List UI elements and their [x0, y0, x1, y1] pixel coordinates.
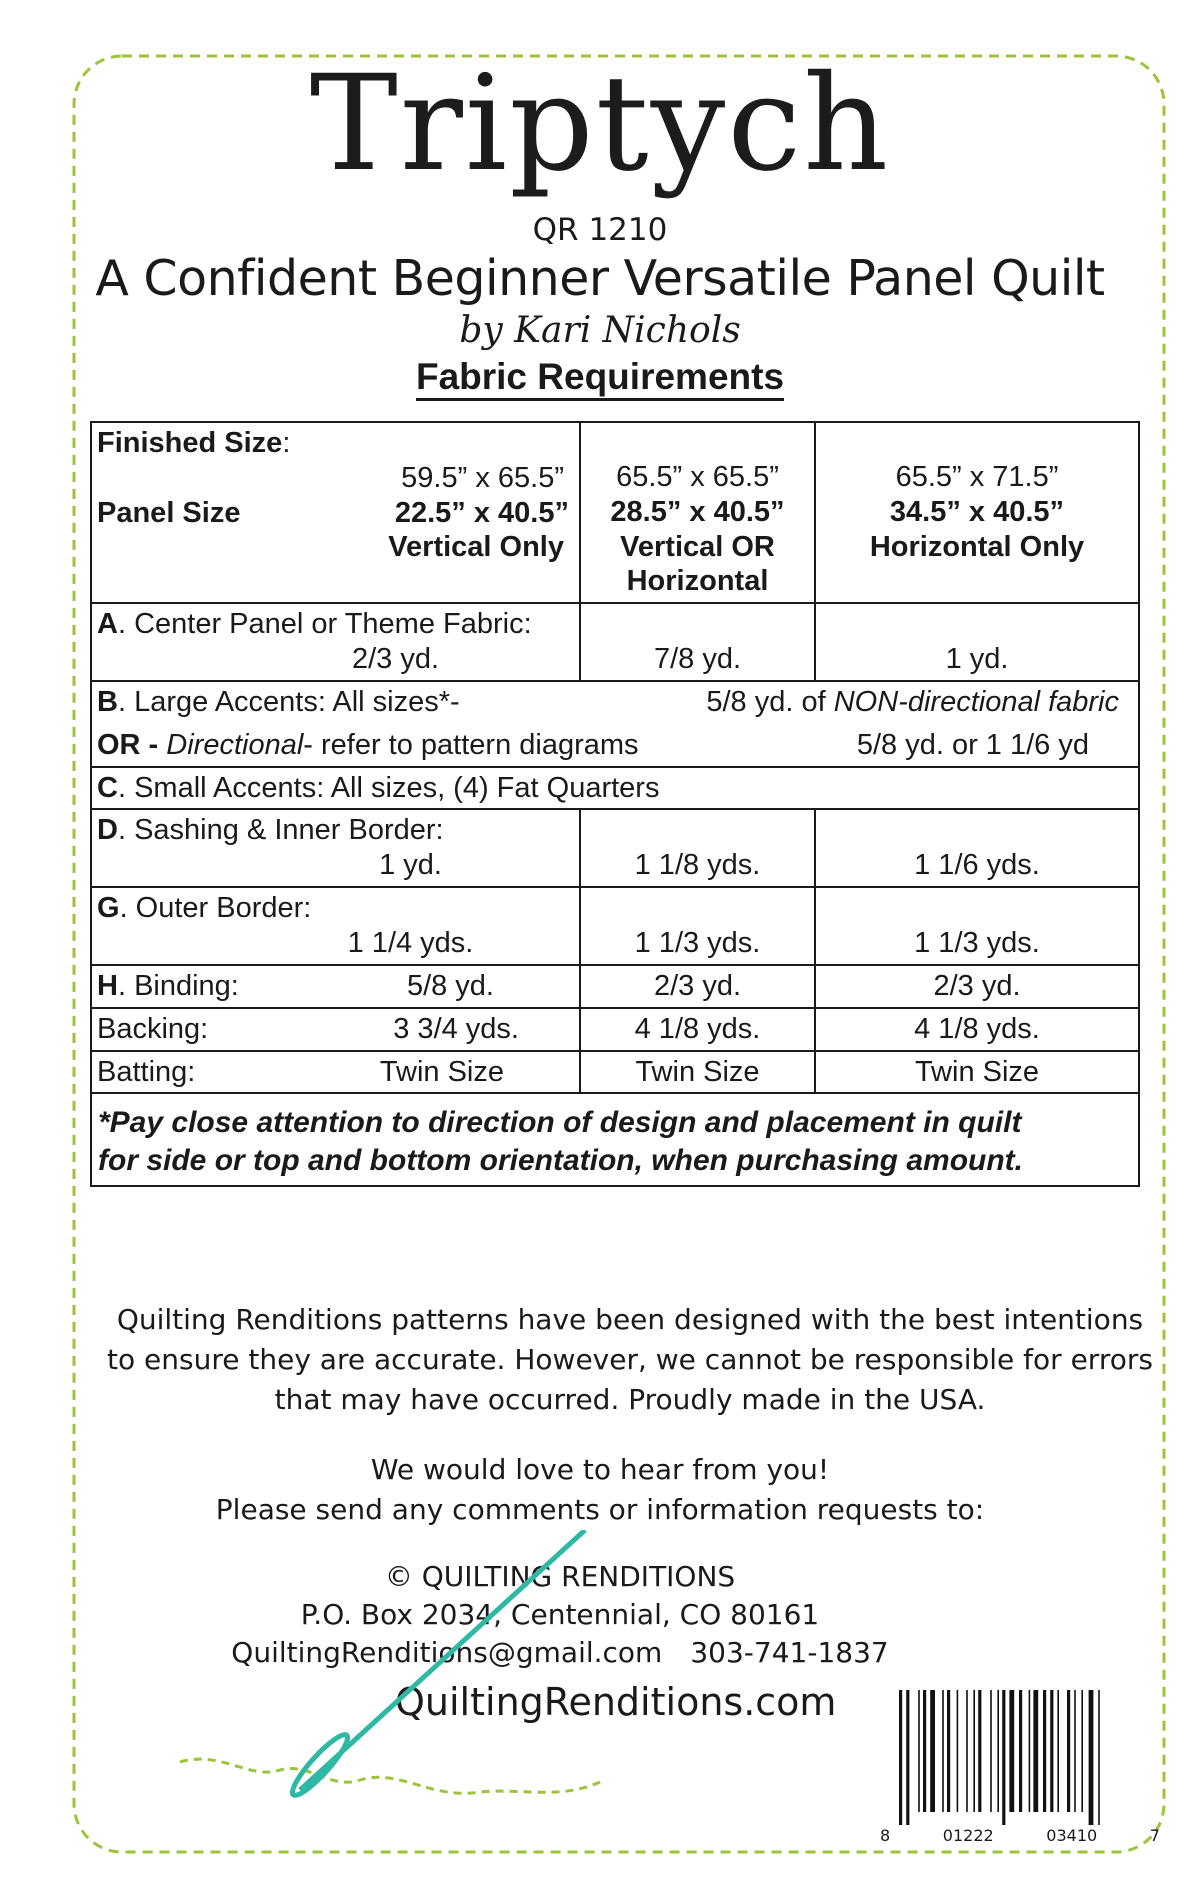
barcode-bar	[1002, 1690, 1005, 1825]
purchase-note: *Pay close attention to direction of design and placement in quilt for side or top and bottom orientation, when purchasing amount.	[91, 1093, 1139, 1186]
website-link[interactable]: QuiltingRenditions.com	[395, 1680, 837, 1724]
panel-size-2: 28.5” x 40.5”	[610, 495, 785, 528]
barcode-bar	[947, 1690, 950, 1812]
row-b-value: 5/8 yd. of NON-directional fabric	[706, 685, 1119, 718]
barcode-bar	[1067, 1690, 1070, 1812]
fabric-requirements-heading: Fabric Requirements	[0, 356, 1200, 398]
table-row	[91, 681, 1139, 767]
row-c-cell: C. Small Accents: All sizes, (4) Fat Quarters	[91, 767, 1139, 810]
finished-size-2: 65.5” x 65.5”	[616, 461, 779, 493]
barcode-bar	[1081, 1690, 1083, 1812]
disclaimer: Quilting Renditions patterns have been designed with the best intentions to ensure they are accurate. However, we cannot be responsible for errors that may have occurred. Proudly made in the USA.	[107, 1303, 1153, 1416]
barcode-bar	[1043, 1690, 1046, 1812]
row-b-directional-value: 5/8 yd. or 1 1/6 yd	[856, 728, 1089, 761]
backing-value-1: 3 3/4 yds.	[393, 1012, 519, 1045]
table-row	[91, 1051, 1139, 1094]
barcode-bar	[1074, 1690, 1076, 1812]
row-h-value-1: 5/8 yd.	[406, 969, 494, 1002]
row-a-label-cell: A. Center Panel or Theme Fabric: 2/3 yd.	[91, 603, 580, 681]
row-g-label: . Outer Border:	[119, 892, 312, 925]
row-a-label: . Center Panel or Theme Fabric:	[117, 608, 532, 641]
size-column-2	[580, 422, 815, 603]
finished-size-1: 59.5” x 65.5”	[401, 461, 564, 494]
finished-size-label: Finished Size	[97, 427, 283, 459]
barcode-digits: 8 01222 03410 7	[880, 1826, 1160, 1845]
contact-intro: We would love to hear from you! Please send any comments or information requests to:	[215, 1453, 985, 1526]
pattern-code: QR 1210	[532, 212, 668, 248]
orientation-2: Vertical OR Horizontal	[620, 530, 775, 598]
barcode-bar	[899, 1690, 902, 1825]
barcode-bar	[1009, 1690, 1014, 1812]
table-row	[91, 422, 1139, 603]
row-h-label: . Binding:	[117, 969, 239, 1002]
row-b-cell: B. Large Accents: All sizes*- 5/8 yd. of NON-directional fabric OR - Directional- refer to pattern diagrams 5/8 yd. or 1 1/6 yd	[91, 681, 1139, 767]
barcode-bar	[1057, 1690, 1059, 1812]
barcode-bar	[1089, 1690, 1094, 1825]
batting-value-2: Twin Size	[580, 1051, 815, 1094]
row-d-value-3: 1 1/6 yds.	[914, 849, 1040, 882]
fabric-requirements-table	[90, 421, 1140, 1187]
backing-label: Backing:	[97, 1012, 209, 1045]
row-a-value-1: 2/3 yd.	[351, 642, 440, 675]
barcode-bar	[997, 1690, 999, 1812]
table-row	[91, 809, 1139, 887]
finished-size-cell: Finished Size: 59.5” x 65.5” Panel Size 22.5” x 40.5” Vertical Only	[91, 422, 580, 603]
row-a-value-2: 7/8 yd.	[653, 643, 742, 676]
row-g-value-3: 1 1/3 yds.	[914, 927, 1040, 960]
batting-value-1: Twin Size	[379, 1055, 504, 1088]
row-g-value-1: 1 1/4 yds.	[347, 926, 474, 959]
barcode-bar	[1033, 1690, 1038, 1812]
barcode-bar	[978, 1690, 981, 1812]
barcode-bar	[918, 1690, 920, 1812]
pattern-subtitle: A Confident Beginner Versatile Panel Quilt	[95, 250, 1105, 307]
barcode-bar	[957, 1690, 959, 1812]
panel-size-label: Panel Size	[97, 496, 241, 529]
row-c-label: . Small Accents: All sizes, (4) Fat Quarters	[117, 771, 660, 804]
company-contact	[60, 1558, 1060, 1672]
backing-value-3: 4 1/8 yds.	[815, 1008, 1139, 1051]
pattern-title: Triptych	[309, 47, 891, 201]
batting-label: Batting:	[97, 1055, 196, 1088]
row-h-value-2: 2/3 yd.	[580, 965, 815, 1008]
barcode-bar	[1029, 1690, 1031, 1812]
row-d-label-cell: D. Sashing & Inner Border: 1 yd.	[91, 809, 580, 887]
table-row	[91, 603, 1139, 681]
table-row	[91, 1008, 1139, 1051]
barcode-bar	[966, 1690, 968, 1812]
orientation-3: Horizontal Only	[869, 530, 1085, 563]
barcode-bar	[1050, 1690, 1053, 1812]
company-address: P.O. Box 2034, Centennial, CO 80161	[300, 1598, 820, 1631]
barcode-bar	[942, 1690, 944, 1812]
table-row	[91, 1093, 1139, 1186]
row-h-value-3: 2/3 yd.	[815, 965, 1139, 1008]
phone-number: 303-741-1837	[690, 1636, 889, 1669]
batting-value-3: Twin Size	[815, 1051, 1139, 1094]
size-column-3	[815, 422, 1139, 603]
panel-size-1: 22.5” x 40.5”	[394, 496, 569, 529]
table-row	[91, 767, 1139, 810]
barcode-bar	[1098, 1690, 1100, 1825]
barcode-bar	[973, 1690, 975, 1812]
panel-size-3: 34.5” x 40.5”	[889, 495, 1065, 528]
row-g-value-2: 1 1/3 yds.	[634, 927, 761, 960]
row-b-label: . Large Accents: All sizes*-	[117, 685, 460, 718]
orientation-1: Vertical Only	[388, 531, 564, 564]
barcode-bar	[990, 1690, 992, 1812]
backing-value-2: 4 1/8 yds.	[580, 1008, 815, 1051]
barcode	[895, 1690, 1150, 1825]
finished-size-3: 65.5” x 71.5”	[895, 461, 1059, 493]
table-row	[91, 887, 1139, 965]
row-g-label-cell: G. Outer Border: 1 1/4 yds.	[91, 887, 580, 965]
company-name: © QUILTING RENDITIONS	[384, 1560, 736, 1593]
row-d-value-2: 1 1/8 yds.	[634, 849, 761, 882]
barcode-bar	[930, 1690, 935, 1812]
row-d-label: . Sashing & Inner Border:	[117, 814, 444, 847]
row-a-value-3: 1 yd.	[945, 643, 1009, 676]
barcode-bar	[1019, 1690, 1022, 1812]
barcode-bar	[923, 1690, 926, 1812]
author-byline: by Kari Nichols	[459, 310, 741, 351]
table-row: H. Binding: 5/8 yd. 2/3 yd. 2/3 yd.	[91, 965, 1139, 1008]
row-d-value-1: 1 yd.	[379, 849, 442, 882]
email-link[interactable]: QuiltingRenditions@gmail.com	[231, 1636, 663, 1669]
barcode-bar	[906, 1690, 909, 1825]
